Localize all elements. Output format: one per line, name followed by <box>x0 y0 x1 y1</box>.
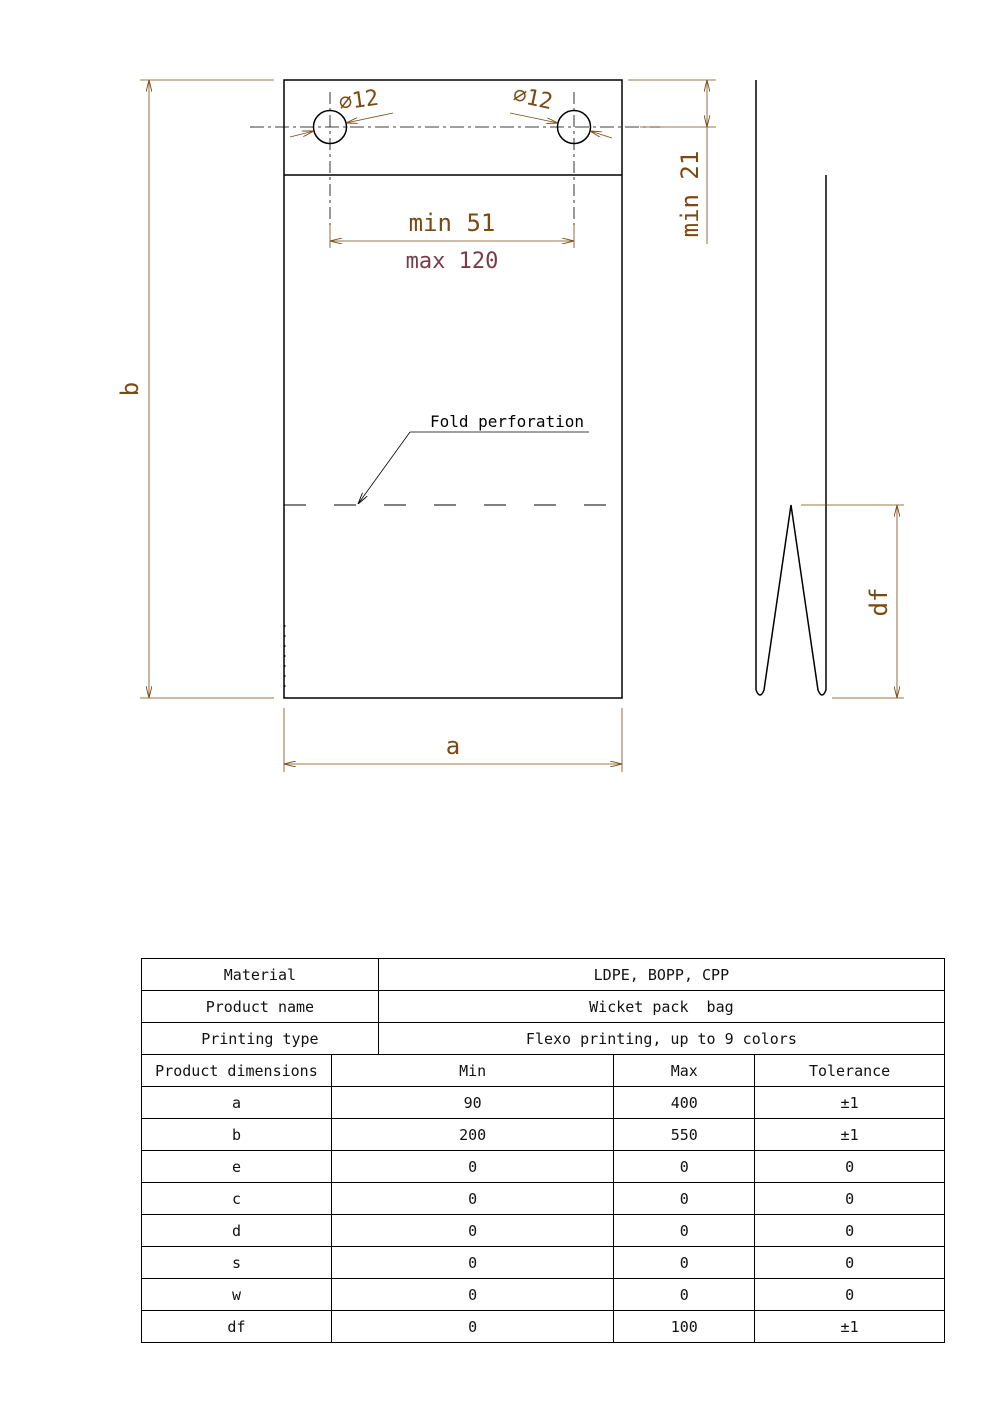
table-row <box>142 1119 945 1151</box>
spec-table <box>141 958 945 1343</box>
height-label: b <box>116 381 144 397</box>
dimension-max: 0 <box>614 1183 755 1215</box>
left-hole-diameter-label: ∅12 <box>337 85 381 116</box>
dimension-name: s <box>142 1247 332 1279</box>
width-label: a <box>445 732 461 760</box>
table-row <box>142 1311 945 1343</box>
dimension-max: 0 <box>614 1151 755 1183</box>
top-band-label: min 21 <box>676 150 704 238</box>
fold-perforation-callout <box>358 412 589 504</box>
bag-front-view <box>250 80 660 698</box>
dimension-min: 90 <box>331 1087 613 1119</box>
dimension-max: 400 <box>614 1087 755 1119</box>
dimension-name: df <box>142 1311 332 1343</box>
max-header: Max <box>614 1055 755 1087</box>
dimension-min: 0 <box>331 1151 613 1183</box>
table-row <box>142 1279 945 1311</box>
dimension-max: 0 <box>614 1279 755 1311</box>
fold-depth-dimension <box>801 505 904 698</box>
dimension-name: a <box>142 1087 332 1119</box>
product-name-value: Wicket pack bag <box>378 991 944 1023</box>
material-label: Material <box>142 959 379 991</box>
top-band-dimension <box>628 80 716 244</box>
dimensions-header: Product dimensions <box>142 1055 332 1087</box>
dimension-name: w <box>142 1279 332 1311</box>
dimension-name: c <box>142 1183 332 1215</box>
min-header: Min <box>331 1055 613 1087</box>
hole-spacing-max-label: max 120 <box>405 249 499 274</box>
dimension-tolerance: 0 <box>755 1247 945 1279</box>
hole-spacing-dimension <box>330 209 574 274</box>
dimension-max: 100 <box>614 1311 755 1343</box>
fold-perforation-label: Fold perforation <box>429 412 585 431</box>
hole-diameter-dimensions <box>290 82 612 138</box>
tolerance-header: Tolerance <box>755 1055 945 1087</box>
hole-spacing-min-label: min 51 <box>408 209 496 237</box>
height-dimension <box>116 80 274 698</box>
fold-depth-label: df <box>865 587 893 617</box>
dimension-tolerance: ±1 <box>755 1119 945 1151</box>
printing-type-value: Flexo printing, up to 9 colors <box>378 1023 944 1055</box>
dimension-max: 0 <box>614 1215 755 1247</box>
dimension-tolerance: ±1 <box>755 1311 945 1343</box>
dimension-name: b <box>142 1119 332 1151</box>
table-row <box>142 1215 945 1247</box>
product-name-row <box>142 991 945 1023</box>
dimension-tolerance: 0 <box>755 1151 945 1183</box>
dimension-tolerance: 0 <box>755 1183 945 1215</box>
printing-type-row <box>142 1023 945 1055</box>
material-value: LDPE, BOPP, CPP <box>378 959 944 991</box>
dimension-min: 0 <box>331 1311 613 1343</box>
dimensions-header-row <box>142 1055 945 1087</box>
dimension-min: 0 <box>331 1183 613 1215</box>
gusset-fold <box>756 505 826 695</box>
bag-side-view <box>756 80 826 695</box>
dimension-tolerance: 0 <box>755 1215 945 1247</box>
dimension-min: 0 <box>331 1279 613 1311</box>
printing-type-label: Printing type <box>142 1023 379 1055</box>
dimension-tolerance: 0 <box>755 1279 945 1311</box>
dimension-tolerance: ±1 <box>755 1087 945 1119</box>
dimension-max: 0 <box>614 1247 755 1279</box>
product-name-label: Product name <box>142 991 379 1023</box>
dimension-name: e <box>142 1151 332 1183</box>
dimension-min: 0 <box>331 1247 613 1279</box>
dimension-min: 200 <box>331 1119 613 1151</box>
dimension-name: d <box>142 1215 332 1247</box>
dimension-min: 0 <box>331 1215 613 1247</box>
table-row <box>142 1247 945 1279</box>
material-row <box>142 959 945 991</box>
right-hole-diameter-label: ∅12 <box>510 82 555 116</box>
table-row <box>142 1087 945 1119</box>
bag-outline <box>284 80 622 698</box>
dimension-max: 550 <box>614 1119 755 1151</box>
table-row <box>142 1151 945 1183</box>
table-row <box>142 1183 945 1215</box>
width-dimension <box>284 708 622 772</box>
